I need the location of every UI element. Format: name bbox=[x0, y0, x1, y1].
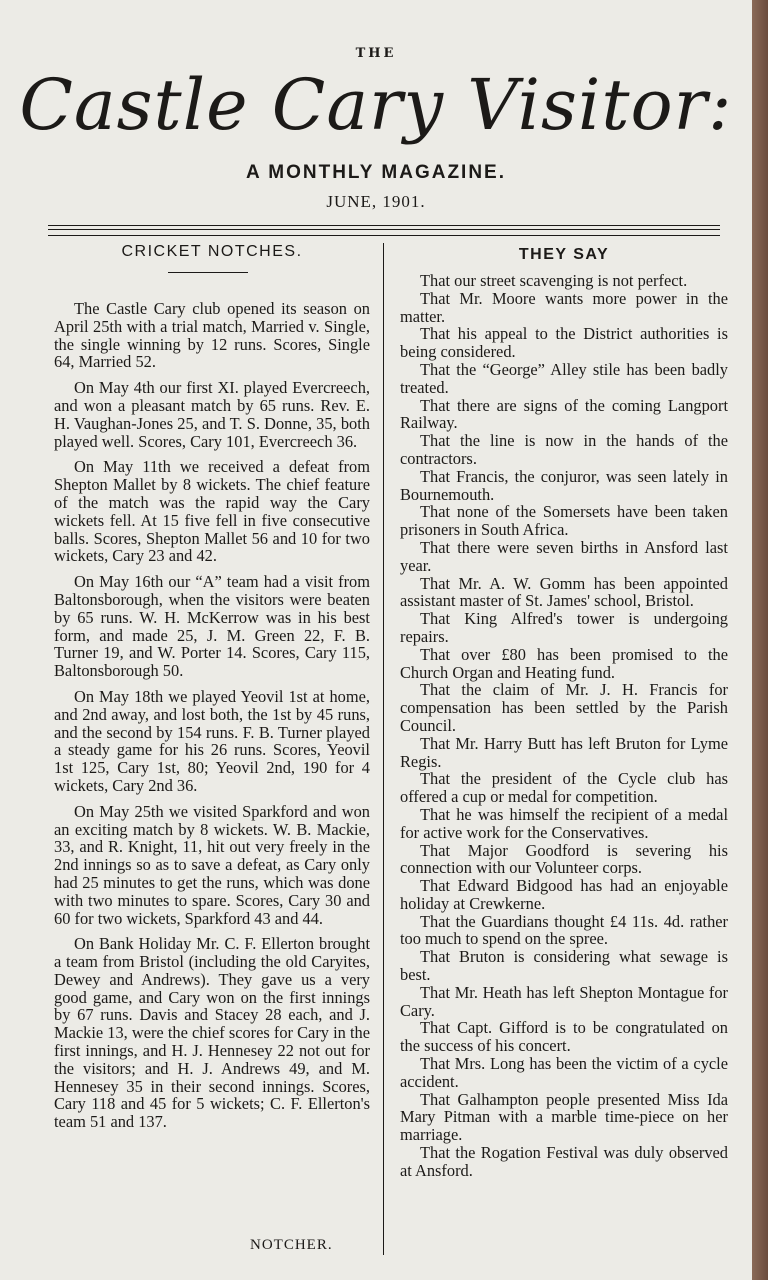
page-edge bbox=[752, 0, 768, 1280]
masthead-the: THE bbox=[355, 46, 397, 61]
cricket-paragraph: On May 11th we received a defeat from Shepton Mallet by 8 wickets. The chief feature of the match was the rapid way the Cary wickets fell. At 15 five fell in five consecutive balls. Scores, Shepton Mallet 56 and 10 for two wickets, Cary 23 and 42. bbox=[54, 457, 370, 566]
they-say-item: That the Rogation Festival was duly observed at Ansford. bbox=[400, 1143, 728, 1180]
they-say-item: That there are signs of the coming Langport Railway. bbox=[400, 395, 728, 433]
cricket-paragraph: The Castle Cary club opened its season on April 25th with a trial match, Married v. Single, the single winning by 12 runs. Scores, Single 64, Married 52. bbox=[54, 299, 370, 372]
cricket-paragraph: On Bank Holiday Mr. C. F. Ellerton brought a team from Bristol (including the old Caryites, Dewey and Andrews). They gave us a very good game, and Cary won on the first innings by 67 runs. Davis and Stacey 28 each, and J. Mackie 13, were the chief scores for Cary in the first innings, and H. J. Hennesey 22 not out for the visitors; and H. J. Andrews 49, and M. Hennesey 35 in their second innings. Scores, Cary 118 and 45 for 5 wickets; C. F. Ellerton's team 51 and 137. bbox=[54, 934, 370, 1132]
they-say-heading: THEY SAY bbox=[518, 246, 610, 263]
they-say-item: That Mr. Harry Butt has left Bruton for Lyme Regis. bbox=[400, 733, 728, 771]
masthead-title: Castle Cary Visitor: bbox=[19, 64, 733, 146]
they-say-item: That there were seven births in Ansford last year. bbox=[400, 537, 728, 575]
they-say-item: That Mr. A. W. Gomm has been appointed assistant master of St. James' school, Bristol. bbox=[400, 573, 728, 611]
they-say-item: That Bruton is considering what sewage is best. bbox=[400, 947, 728, 985]
they-say-item: That King Alfred's tower is undergoing repairs. bbox=[400, 609, 728, 646]
cricket-paragraph: On May 18th we played Yeovil 1st at home, and 2nd away, and lost both, the 1st by 45 runs, and the second by 154 runs. F. B. Turner played a steady game for his 26 runs. Scores, Yeovil 1st 125, Cary 1st, 80; Yeovil 2nd, 190 for 4 wickets, Cary 2nd 36. bbox=[54, 686, 370, 795]
they-say-item: That our street scavenging is not perfect. bbox=[420, 271, 688, 290]
they-say-item: That Mrs. Long has been the victim of a cycle accident. bbox=[400, 1054, 728, 1091]
they-say-item: That Francis, the conjuror, was seen lately in Bournemouth. bbox=[400, 466, 728, 504]
signature: NOTCHER. bbox=[250, 1237, 333, 1253]
they-say-item: That Edward Bidgood has had an enjoyable holiday at Crewkerne. bbox=[400, 876, 728, 913]
header-divider-top bbox=[48, 225, 720, 226]
cricket-paragraph: On May 4th our first XI. played Evercreech, and won a pleasant match by 65 runs. Rev. E. H. Vaughan-Jones 25, and T. S. Donne, 35, both played well. Scores, Cary 101, Evercreech 36. bbox=[54, 378, 370, 451]
they-say-item: That the line is now in the hands of the contractors. bbox=[400, 431, 728, 468]
issue-date: JUNE, 1901. bbox=[326, 192, 426, 211]
header-divider-middle bbox=[48, 229, 720, 230]
they-say-item: That Capt. Gifford is to be congratulated on the success of his concert. bbox=[400, 1018, 728, 1056]
they-say-item: That none of the Somersets have been taken prisoners in South Africa. bbox=[400, 502, 728, 540]
cricket-heading: CRICKET NOTCHES. bbox=[121, 243, 303, 260]
cricket-paragraph: On May 16th our “A” team had a visit from Baltonsborough, when the visitors were beaten by 65 runs. W. H. McKerrow was in his best form, and made 25, J. M. Green 22, F. B. Turner 19, and W. Porter 14. Scores, Cary 115, Baltonsborough 50. bbox=[54, 572, 370, 681]
they-say-item: That his appeal to the District authorities is being considered. bbox=[400, 324, 728, 362]
they-say-item: That the Guardians thought £4 11s. 4d. rather too much to spend on the spree. bbox=[400, 911, 728, 949]
they-say-item: That Major Goodford is severing his connection with our Volunteer corps. bbox=[400, 840, 728, 878]
they-say-column bbox=[400, 272, 728, 1180]
column-divider bbox=[383, 243, 384, 1255]
cricket-paragraph: On May 25th we visited Sparkford and won an exciting match by 8 wickets. W. B. Mackie, 33, and R. Knight, 11, hit out very freely in the 2nd innings so as to save a defeat, as Cary only had 25 minutes to get the runs, which was done with two minutes to spare. Scores, Cary 30 and 60 for two wickets, Sparkford 43 and 44. bbox=[54, 801, 370, 928]
cricket-column bbox=[54, 300, 370, 1139]
masthead-subtitle: A MONTHLY MAGAZINE. bbox=[245, 162, 507, 183]
cricket-heading-rule bbox=[168, 272, 248, 273]
they-say-item: That Galhampton people presented Miss Ida Mary Pitman with a marble time-piece on her marriage. bbox=[400, 1089, 728, 1145]
they-say-item: That the claim of Mr. J. H. Francis for compensation has been settled by the Parish Council. bbox=[400, 680, 728, 735]
they-say-item: That Mr. Moore wants more power in the matter. bbox=[400, 288, 728, 326]
they-say-item: That the president of the Cycle club has offered a cup or medal for competition. bbox=[400, 769, 728, 807]
header-divider-bottom bbox=[48, 235, 720, 236]
they-say-item: That he was himself the recipient of a medal for active work for the Conservatives. bbox=[400, 804, 728, 842]
they-say-item: That Mr. Heath has left Shepton Montague for Cary. bbox=[400, 982, 728, 1020]
they-say-item: That the “George” Alley stile has been badly treated. bbox=[400, 359, 728, 397]
they-say-item: That over £80 has been promised to the Church Organ and Heating fund. bbox=[400, 644, 728, 682]
